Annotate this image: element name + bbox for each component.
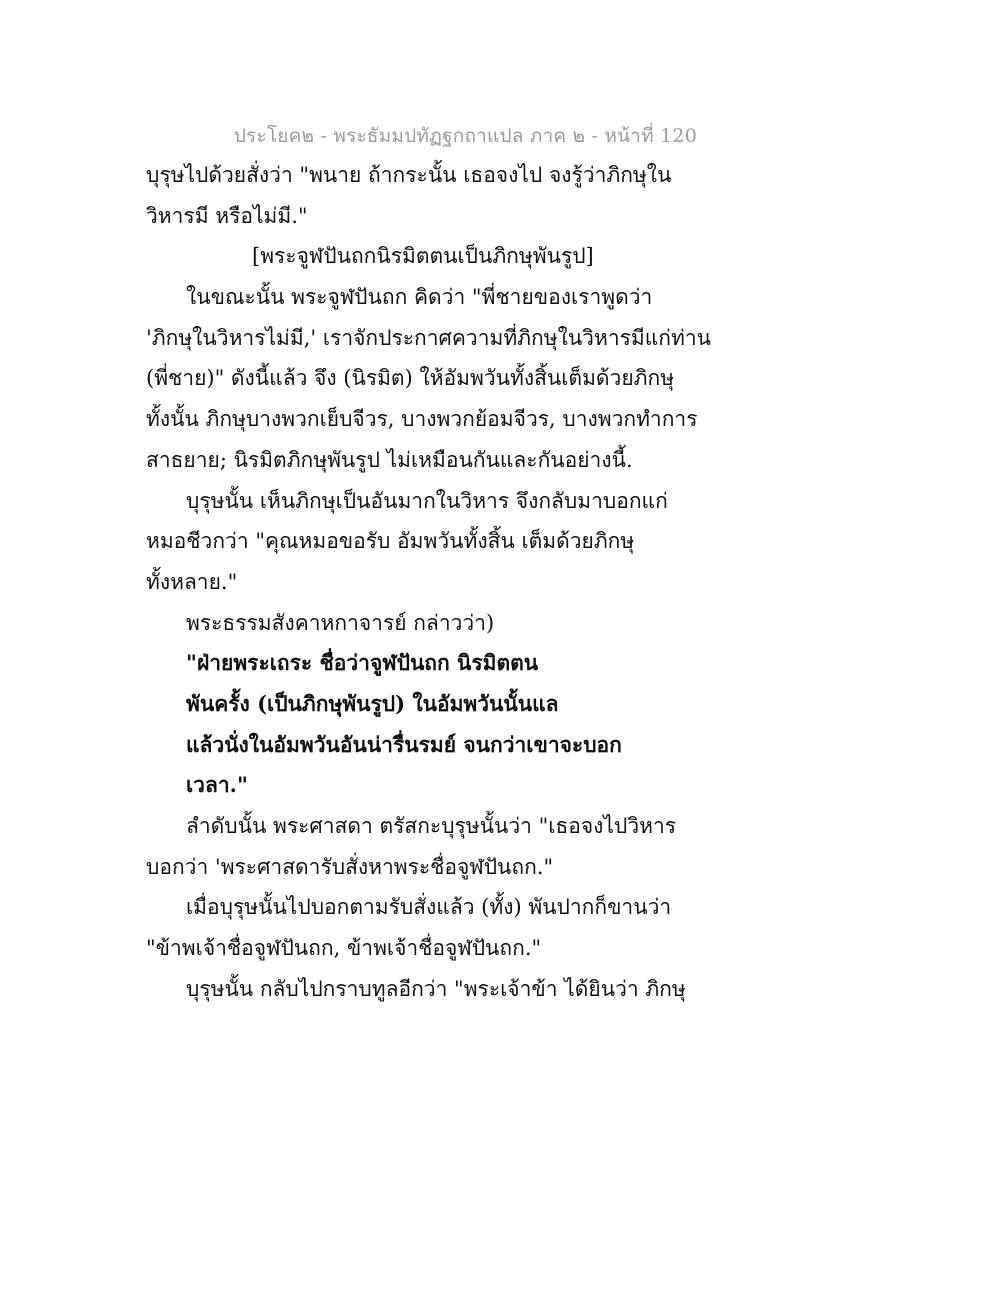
paragraph-start: บุรุษนั้น กลับไปกราบทูลอีกว่า "พระเจ้าข้า ได้ยินว่า ภิกษุ [186,976,686,1001]
text-line: บอกว่า 'พระศาสดารับสั่งหาพระชื่อจูฬปันถก." [146,854,554,879]
paragraph-start: เมื่อบุรุษนั้นไปบอกตามรับสั่งแล้ว (ทั้ง) พันปากก็ขานว่า [186,895,672,920]
paragraph-start: พระธรรมสังคาหกาจารย์ กล่าวว่า) [186,610,495,635]
text-line: หมอชีวกว่า "คุณหมอขอรับ อัมพวันทั้งสิ้น เต็มด้วยภิกษุ [146,529,635,554]
text-line: "ข้าพเจ้าชื่อจูฬปันถก, ข้าพเจ้าชื่อจูฬปันถก." [146,936,542,961]
text-line: ทั้งหลาย." [146,569,238,594]
verse-line: แล้วนั่งในอัมพวันอันน่ารื่นรมย์ จนกว่าเขาจะบอก [186,731,622,757]
section-heading: [พระจูฬปันถกนิรมิตตนเป็นภิกษุพันรูป] [252,244,594,269]
text-line: สาธยาย; นิรมิตภิกษุพันรูป ไม่เหมือนกันและกันอย่างนี้. [146,447,633,472]
paragraph-start: บุรุษนั้น เห็นภิกษุเป็นอันมากในวิหาร จึงกลับมาบอกแก่ [186,488,668,513]
paragraph-start: ลำดับนั้น พระศาสดา ตรัสกะบุรุษนั้นว่า "เธอจงไปวิหาร [186,814,677,838]
body-text [146,155,711,1009]
text-line: 'ภิกษุในวิหารไม่มี,' เราจักประกาศความที่ภิกษุในวิหารมีแก่ท่าน [146,325,711,350]
verse-line: พันครั้ง (เป็นภิกษุพันรูป) ในอัมพวันนั้นแล [186,690,559,716]
text-line: (พี่ชาย)" ดังนี้แล้ว จึง (นิรมิต) ให้อัมพวันทั้งสิ้นเต็มด้วยภิกษุ [146,366,675,391]
paragraph-start: ในขณะนั้น พระจูฬปันถก คิดว่า "พี่ชายของเราพูดว่า [186,285,653,310]
verse-line: "ฝ่ายพระเถระ ชื่อว่าจูฬปันถก นิรมิตตน [186,650,539,676]
running-header: ประโยค๒ - พระธัมมปทัฏฐกถาแปล ภาค ๒ - หน้าที่ 120 [233,125,697,147]
text-line: บุรุษไปด้วยสั่งว่า "พนาย ถ้ากระนั้น เธอจงไป จงรู้ว่าภิกษุใน [146,163,672,187]
text-line: ทั้งนั้น ภิกษุบางพวกเย็บจีวร, บางพวกย้อมจีวร, บางพวกทำการ [146,407,698,432]
verse-line: เวลา." [186,772,248,798]
text-line: วิหารมี หรือไม่มี." [146,203,308,228]
